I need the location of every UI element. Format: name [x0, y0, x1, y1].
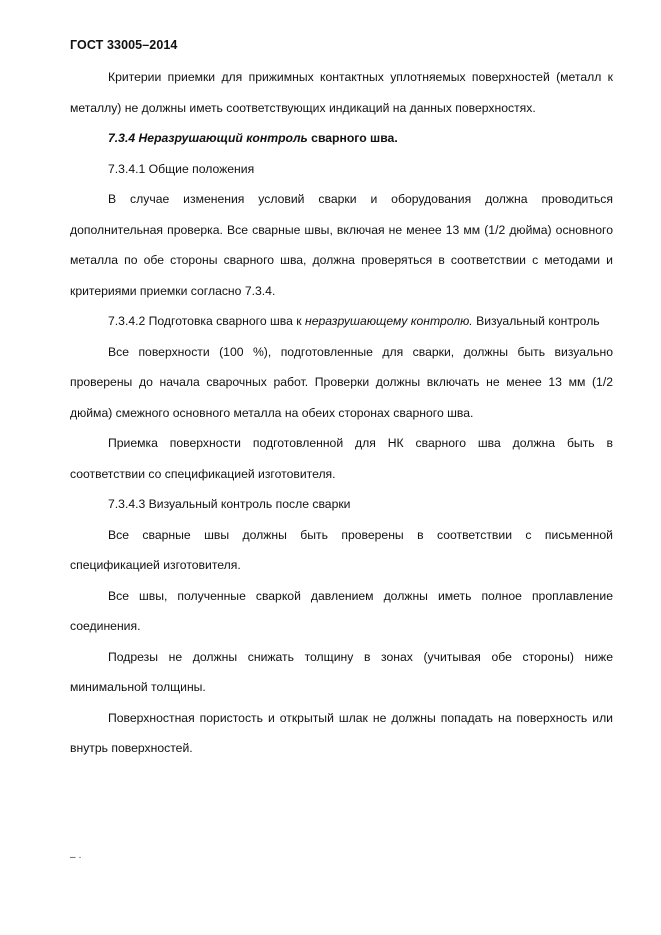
section-heading-7-3-4	[70, 123, 613, 154]
section-title-italic: Неразрушающий контроль	[138, 131, 308, 145]
paragraph-additional-check: В случае изменения условий сварки и оборудования должна проводиться дополнительная проверка. Все сварные швы, включая не менее 13 мм (1/2 дюйма) основного металла по обе стороны сварного шва, должна проверяться в соответствии с методами и критериями приемки согласно 7.3.4.	[70, 192, 613, 298]
page-footer-mark: – ·	[70, 852, 82, 863]
section-title-rest: сварного шва.	[311, 131, 398, 145]
paragraph-full-penetration: Все швы, полученные сваркой давлением должны иметь полное проплавление соединения.	[70, 588, 613, 633]
subsection-text-italic: неразрушающему контролю.	[305, 314, 473, 328]
subsection-heading-7-3-4-1: 7.3.4.1 Общие положения	[108, 161, 255, 176]
paragraph-surface-acceptance: Приемка поверхности подготовленной для НК сварного шва должна быть в соответствии со спецификацией изготовителя.	[70, 436, 613, 481]
paragraph-porosity-slag: Поверхностная пористость и открытый шлак не должны попадать на поверхность или внутрь поверхностей.	[70, 710, 613, 755]
subsection-text-end: Визуальный контроль	[476, 314, 600, 328]
section-number: 7.3.4	[108, 131, 136, 145]
document-body	[70, 62, 613, 764]
subsection-text-start: 7.3.4.2 Подготовка сварного шва к	[108, 314, 302, 328]
document-header-title: ГОСТ 33005–2014	[70, 38, 178, 52]
paragraph-acceptance-criteria: Критерии приемки для прижимных контактных уплотняемых поверхностей (металл к металлу) не должны иметь соответствующих индикаций на данных поверхностях.	[70, 70, 613, 115]
subsection-heading-7-3-4-2	[70, 306, 613, 337]
paragraph-undercuts: Подрезы не должны снижать толщину в зонах (учитывая обе стороны) ниже минимальной толщины.	[70, 649, 613, 694]
subsection-heading-7-3-4-3: 7.3.4.3 Визуальный контроль после сварки	[108, 497, 351, 511]
paragraph-welds-checked: Все сварные швы должны быть проверены в соответствии с письменной спецификацией изготовителя.	[70, 527, 613, 572]
paragraph-surfaces-visual-check: Все поверхности (100 %), подготовленные для сварки, должны быть визуально проверены до начала сварочных работ. Проверки должны включать не менее 13 мм (1/2 дюйма) смежного основного металла на обеих сторонах сварного шва.	[70, 344, 613, 420]
